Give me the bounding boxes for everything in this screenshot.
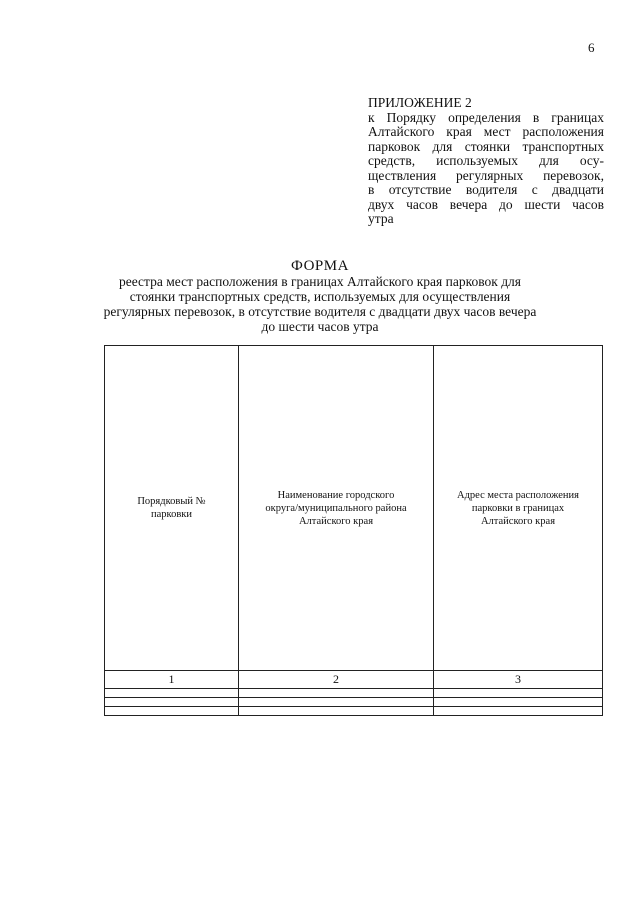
- header-cell-district: [239, 346, 434, 671]
- header-cell-address: [434, 346, 603, 671]
- page-number: 6: [588, 40, 595, 55]
- appendix-line: двух часов вечера до шести часов: [368, 196, 604, 212]
- header-cell-line: парковки в границах: [471, 502, 565, 514]
- appendix-line: ществления регулярных перевозок,: [368, 167, 604, 183]
- header-cell-line: парковки: [150, 509, 193, 520]
- table-row: [105, 698, 603, 707]
- header-cell-line: Адрес места расположения: [457, 489, 579, 501]
- appendix-line: средств, используемых для осу-: [368, 153, 604, 168]
- form-subtitle-line: регулярных перевозок, в отсутствие водителя с двадцати двух часов вечера: [103, 304, 537, 319]
- table-cell: [239, 689, 434, 698]
- appendix-heading: [368, 96, 604, 227]
- appendix-line: парковок для стоянки транспортных: [368, 138, 604, 154]
- table-row: [105, 707, 603, 716]
- table-row: [105, 689, 603, 698]
- table-cell: [434, 707, 603, 716]
- table-cell: [105, 707, 239, 716]
- form-title: ФОРМА: [291, 258, 349, 274]
- column-number-cell: 1: [105, 671, 239, 689]
- header-cell-number: [105, 346, 239, 671]
- column-number-row: [105, 671, 603, 689]
- header-cell-line: Алтайского края: [298, 515, 374, 527]
- table-cell: [434, 698, 603, 707]
- column-number-cell: 3: [434, 671, 603, 689]
- appendix-title: ПРИЛОЖЕНИЕ 2: [368, 95, 472, 110]
- appendix-line: Алтайского края мест расположения: [368, 124, 604, 139]
- appendix-line: в отсутствие водителя с двадцати: [368, 182, 604, 197]
- header-cell-line: Порядковый №: [137, 496, 206, 507]
- form-subtitle-line: стоянки транспортных средств, используемых для осуществления: [129, 289, 511, 304]
- header-cell-line: Алтайского края: [480, 515, 556, 527]
- register-table: [104, 345, 603, 716]
- form-subtitle-line: до шести часов утра: [261, 319, 379, 334]
- table-cell: [105, 698, 239, 707]
- header-cell-line: округа/муниципального района: [265, 502, 407, 514]
- table-cell: [239, 707, 434, 716]
- form-subtitle-line: реестра мест расположения в границах Алтайского края парковок для: [118, 274, 522, 289]
- appendix-line: утра: [368, 211, 394, 226]
- table-cell: [239, 698, 434, 707]
- table-cell: [105, 689, 239, 698]
- table-cell: [434, 689, 603, 698]
- appendix-line: к Порядку определения в границах: [368, 109, 604, 125]
- column-number-cell: 2: [239, 671, 434, 689]
- table-header-row: [105, 346, 603, 671]
- header-cell-line: Наименование городского: [277, 489, 395, 501]
- form-subtitle: [100, 274, 540, 334]
